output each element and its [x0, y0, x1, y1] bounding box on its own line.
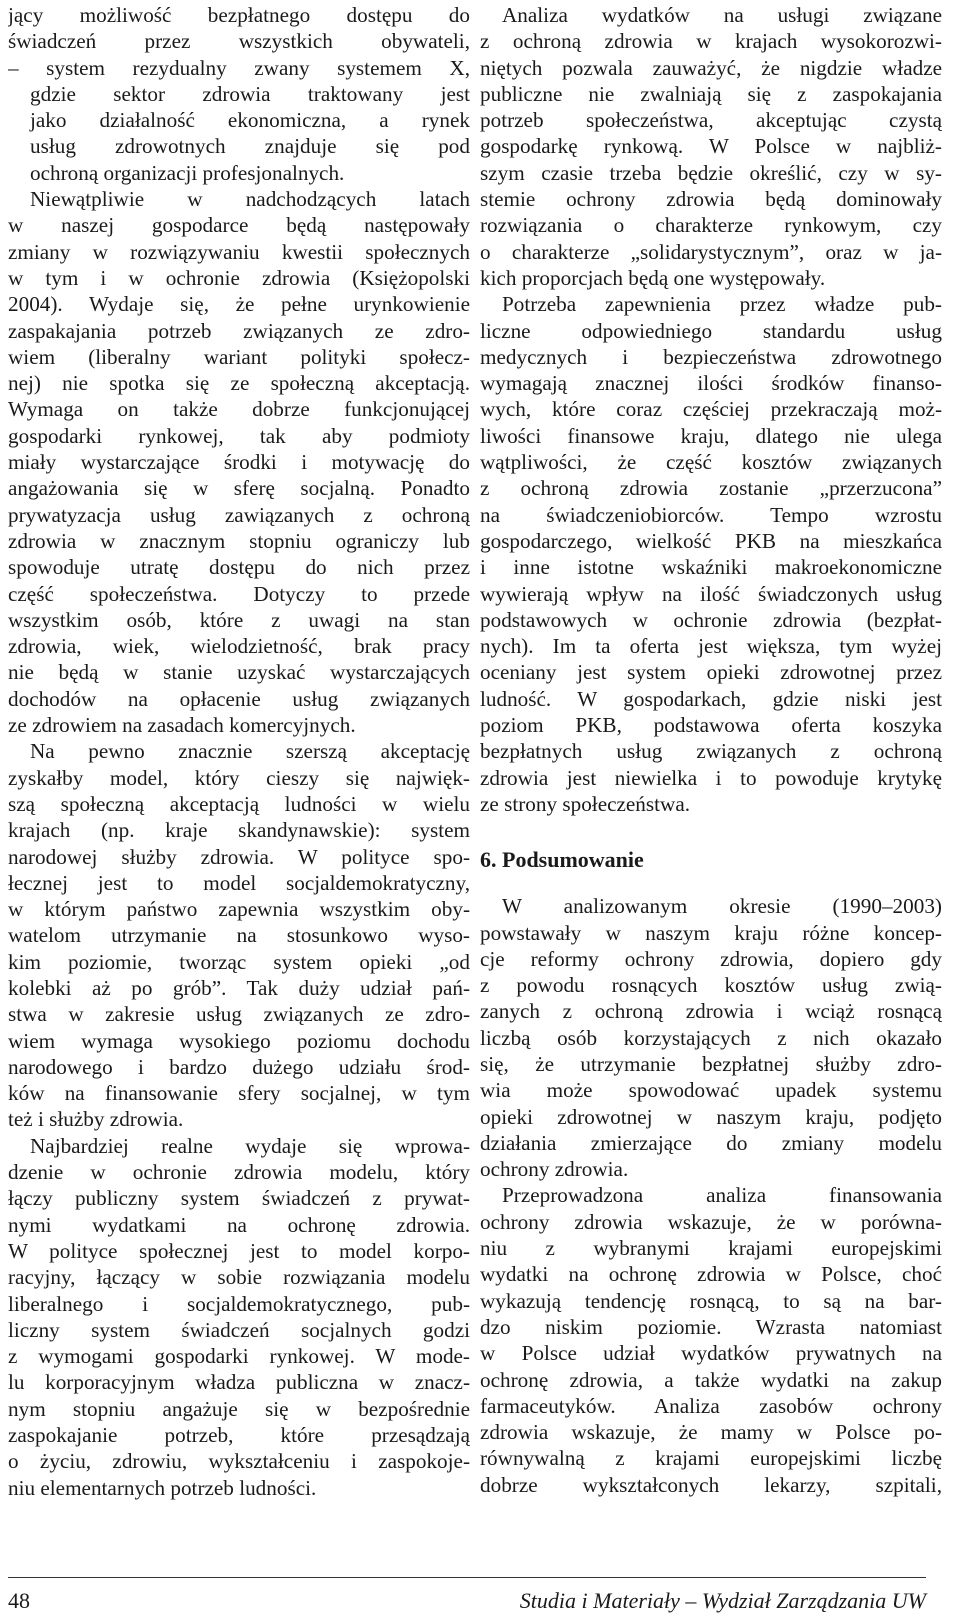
- text-line: szą społeczną akceptacją ludności w wielu: [8, 791, 470, 816]
- text-line: nie będą w stanie uzyskać wystarczających: [8, 660, 470, 685]
- text-line: liczbą osób korzystających z nich okazało: [480, 1025, 942, 1050]
- text-line: lu korporacyjnym władza publiczna w znacz-: [8, 1370, 470, 1395]
- text-line: liczny system świadczeń socjalnych godzi: [8, 1317, 470, 1342]
- text-line: w naszej gospodarce będą następowały: [8, 213, 470, 238]
- text-line: wydatki na ochronę zdrowia w Polsce, choć: [480, 1262, 942, 1287]
- text-line: też i służby zdrowia.: [8, 1107, 184, 1132]
- text-line: – system rezydualny zwany systemem X,: [8, 55, 470, 80]
- text-line: równywalną z krajami europejskimi liczbę: [480, 1446, 942, 1471]
- text-line: wszystkim osób, które z uwagi na stan: [8, 607, 470, 632]
- text-line: liberalnego i socjaldemokratycznego, pub-: [8, 1291, 470, 1316]
- text-line: liczne odpowiedniego standardu usług: [480, 318, 942, 343]
- text-line: narodowej służby zdrowia. W polityce spo-: [8, 844, 470, 869]
- text-line: Najbardziej realne wydaje się wprowa-: [30, 1133, 470, 1158]
- text-line: kich proporcjach będą one występowały.: [480, 265, 826, 290]
- text-line: zaspakajania potrzeb związanych ze zdro-: [8, 318, 470, 343]
- text-line: w którym państwo zapewnia wszystkim oby-: [8, 897, 470, 922]
- text-line: szym czasie trzeba będzie określić, czy w sy-: [480, 160, 942, 185]
- text-line: oceniany jest system opieki zdrowotnej przez: [480, 660, 942, 685]
- text-line: dzo niskim poziomie. Wzrasta natomiast: [480, 1314, 942, 1339]
- text-line: wywierają wpływ na ilość świadczonych usług: [480, 581, 942, 606]
- text-line: kim poziomie, tworząc system opieki „od: [8, 949, 470, 974]
- text-line: W polityce społecznej jest to model korpo-: [8, 1238, 470, 1263]
- text-line: stwa w zakresie usług związanych ze zdro-: [8, 1002, 470, 1027]
- text-line: łączy publiczny system świadczeń z prywat-: [8, 1186, 470, 1211]
- text-line: niu elementarnych potrzeb ludności.: [8, 1475, 317, 1500]
- text-line: zanych z ochroną zdrowia i wciąż rosnącą: [480, 999, 942, 1024]
- text-line: nymi wydatkami na ochronę zdrowia.: [8, 1212, 470, 1237]
- text-line: świadczeń przez wszystkich obywateli,: [8, 29, 470, 54]
- text-line: wiem (liberalny wariant polityki społecz-: [8, 344, 470, 369]
- text-line: w Polsce udział wydatków prywatnych na: [480, 1341, 942, 1366]
- text-line: potrzeb społeczeństwa, akceptując czystą: [480, 108, 942, 133]
- text-line: kolebki aż po grób”. Tak duży udział pań-: [8, 975, 470, 1000]
- text-line: angażowania się w sferę socjalną. Ponadto: [8, 476, 470, 501]
- text-line: Niewątpliwie w nadchodzących latach: [30, 187, 470, 212]
- text-line: wykazują tendencję rosnącą, to są na bar-: [480, 1288, 942, 1313]
- text-line: o charakterze „solidarystycznym”, oraz w ja-: [480, 239, 942, 264]
- text-line: bezpłatnych usług związanych z ochroną: [480, 739, 942, 764]
- text-line: poziom PKB, podstawowa oferta koszyka: [480, 713, 942, 738]
- text-line: krajach (np. kraje skandynawskie): system: [8, 818, 470, 843]
- right-column-bottom-text: [480, 893, 942, 1498]
- text-line: gospodarczego, wielkość PKB na mieszkańca: [480, 528, 942, 553]
- text-line: gospodarkę rynkową. W Polsce w najbliż-: [480, 134, 942, 159]
- text-line: cje reformy ochrony zdrowia, dopiero gdy: [480, 946, 942, 971]
- text-line: powstawały w naszym kraju różne koncep-: [480, 920, 942, 945]
- journal-title: Studia i Materiały – Wydział Zarządzania UW: [519, 1588, 926, 1613]
- text-line: w tym i w ochronie zdrowia (Księżopolski: [8, 265, 470, 290]
- text-line: Potrzeba zapewnienia przez władze pub-: [502, 292, 942, 317]
- text-line: rozwiązania o charakterze rynkowym, czy: [480, 213, 942, 238]
- text-line: watelom utrzymanie na stosunkowo wyso-: [8, 923, 470, 948]
- text-line: wych, które coraz częściej przekraczają moż-: [480, 397, 942, 422]
- text-line: ochroną organizacji profesjonalnych.: [30, 160, 345, 185]
- text-line: działania zmierzające do zmiany modelu: [480, 1130, 942, 1155]
- text-line: na świadczeniobiorców. Tempo wzrostu: [480, 502, 942, 527]
- text-line: zdrowia w znacznym stopniu ograniczy lub: [8, 528, 470, 553]
- right-column: [480, 2, 942, 1498]
- text-line: Przeprowadzona analiza finansowania: [502, 1183, 942, 1208]
- text-line: niętych pozwala zauważyć, że nigdzie władze: [480, 55, 942, 80]
- text-line: z ochroną zdrowia w krajach wysokorozwi-: [480, 29, 942, 54]
- text-line: zdrowia, wiek, wielodzietność, brak pracy: [8, 634, 470, 659]
- text-line: spowoduje utratę dostępu do nich przez: [8, 555, 470, 580]
- text-line: stemie ochrony zdrowia będą dominowały: [480, 187, 942, 212]
- text-line: publiczne nie zwalniają się z zaspokajania: [480, 81, 942, 106]
- text-line: z wymogami gospodarki rynkowej. W mode-: [8, 1344, 470, 1369]
- text-line: się, że utrzymanie bezpłatnej służby zdro-: [480, 1051, 942, 1076]
- text-line: wiem wymaga wysokiego poziomu dochodu: [8, 1028, 470, 1053]
- text-line: medycznych i bezpieczeństwa zdrowotnego: [480, 344, 942, 369]
- text-line: usług zdrowotnych znajduje się pod: [30, 134, 470, 159]
- page-number: 48: [8, 1588, 30, 1613]
- text-line: z powodu rosnących kosztów usług zwią-: [480, 973, 942, 998]
- text-line: gdzie sektor zdrowia traktowany jest: [30, 81, 470, 106]
- text-line: część społeczeństwa. Dotyczy to przede: [8, 581, 470, 606]
- text-line: 2004). Wydaje się, że pełne urynkowienie: [8, 292, 470, 317]
- text-line: z ochroną zdrowia zostanie „przerzucona”: [480, 476, 942, 501]
- text-line: nych). Im ta oferta jest większa, tym wyżej: [480, 634, 942, 659]
- text-line: zaspokajanie potrzeb, które przesądzają: [8, 1423, 470, 1448]
- text-line: dochodów na opłacenie usług związanych: [8, 686, 470, 711]
- text-line: nym stopniu angażuje się w bezpośrednie: [8, 1396, 470, 1421]
- text-line: jako działalność ekonomiczna, a rynek: [30, 108, 470, 133]
- text-line: ze strony społeczeństwa.: [480, 791, 691, 816]
- text-line: W analizowanym okresie (1990–2003): [502, 894, 942, 919]
- text-line: Na pewno znacznie szerszą akceptację: [30, 739, 470, 764]
- text-line: zdrowia jest niewielka i to powoduje krytykę: [480, 765, 942, 790]
- text-line: jący możliwość bezpłatnego dostępu do: [8, 3, 470, 27]
- text-line: ochrony zdrowia.: [480, 1157, 629, 1182]
- text-line: gospodarki rynkowej, tak aby podmioty: [8, 423, 470, 448]
- text-line: łecznej jest to model socjaldemokratyczny,: [8, 870, 470, 895]
- text-line: niu z wybranymi krajami europejskimi: [480, 1236, 942, 1261]
- text-line: Wymaga on także dobrze funkcjonującej: [8, 397, 470, 422]
- text-line: narodowego i bardzo dużego udziału środ-: [8, 1054, 470, 1079]
- text-line: ochronę zdrowia, a także wydatki na zakup: [480, 1367, 942, 1392]
- text-line: zyskałby model, który cieszy się najwięk-: [8, 765, 470, 790]
- text-line: wątpliwości, że część kosztów związanych: [480, 450, 942, 475]
- text-line: dobrze wykształconych lekarzy, szpitali,: [480, 1472, 942, 1497]
- text-line: miały wystarczające środki i motywację do: [8, 450, 470, 475]
- right-column-top-text: [480, 2, 942, 817]
- text-line: nej) nie spotka się ze społeczną akceptacją.: [8, 371, 470, 396]
- footer-rule: [8, 1577, 926, 1578]
- text-line: farmaceutyków. Analiza zasobów ochrony: [480, 1393, 942, 1418]
- text-line: ludność. W gospodarkach, gdzie niski jest: [480, 686, 942, 711]
- text-line: zdrowia wskazuje, że mamy w Polsce po-: [480, 1420, 942, 1445]
- text-line: wymagają znacznej ilości środków finanso-: [480, 371, 942, 396]
- text-line: ze zdrowiem na zasadach komercyjnych.: [8, 713, 356, 738]
- text-line: zmiany w rozwiązywaniu kwestii społecznych: [8, 239, 470, 264]
- text-line: wia może spowodować upadek systemu: [480, 1078, 942, 1103]
- text-line: i inne istotne wskaźniki makroekonomiczne: [480, 555, 942, 580]
- text-line: ków na finansowanie sfery socjalnej, w tym: [8, 1081, 470, 1106]
- text-line: opieki zdrowotnej w naszym kraju, podjęto: [480, 1104, 942, 1129]
- text-line: o życiu, zdrowiu, wykształceniu i zaspokoje-: [8, 1449, 470, 1474]
- text-line: Analiza wydatków na usługi związane: [502, 3, 942, 27]
- text-line: racyjny, łączący w sobie rozwiązania modelu: [8, 1265, 470, 1290]
- section-heading: 6. Podsumowanie: [480, 847, 644, 873]
- text-line: ochrony zdrowia wskazuje, że w porówna-: [480, 1209, 942, 1234]
- text-line: dzenie w ochronie zdrowia modelu, który: [8, 1160, 470, 1185]
- left-column: [8, 2, 470, 1501]
- text-line: prywatyzacja usług zawiązanych z ochroną: [8, 502, 470, 527]
- text-line: podstawowych w ochronie zdrowia (bezpłat-: [480, 607, 942, 632]
- text-line: liwości finansowe kraju, dlatego nie ulega: [480, 423, 942, 448]
